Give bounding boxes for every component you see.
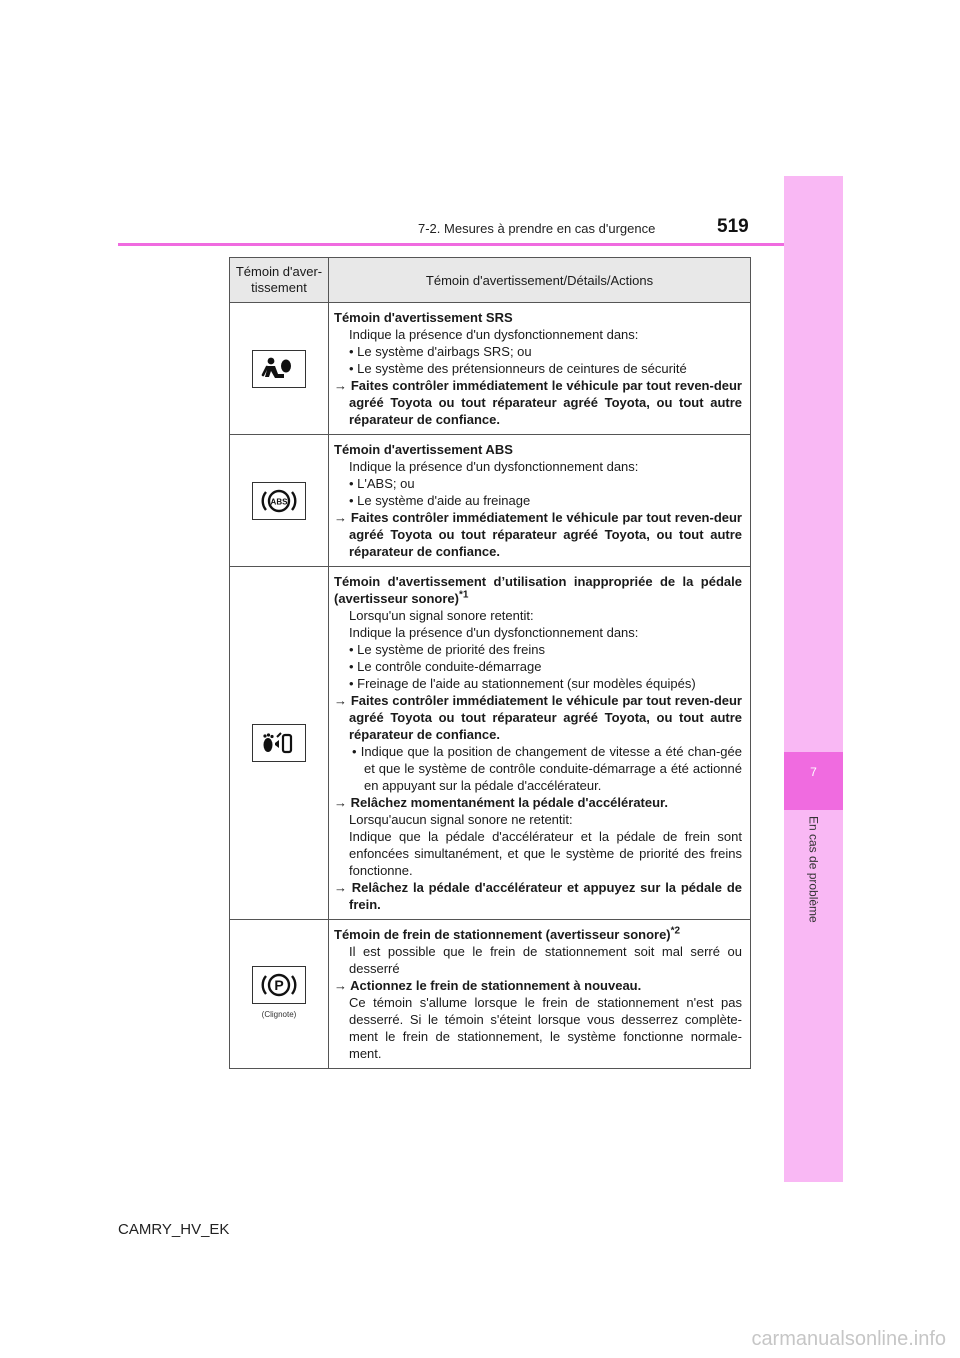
details-cell [329,567,751,920]
action-text: → Faites contrôler immédiatement le véhicule par tout reven-deur agréé Toyota ou tout réparateur agréé Toyota, ou tout autre réparateur de confiance. [334,378,742,427]
row-text: Indique que la pédale d'accélérateur et la pédale de frein sont enfoncées simultanément, et que le système de priorité des freins fonctionne. [349,829,742,878]
row-text: Il est possible que le frein de stationnement soit mal serré ou desserré [349,944,742,976]
row-text: Lorsqu'aucun signal sonore ne retentit: [349,812,573,827]
model-code: CAMRY_HV_EK [118,1221,230,1238]
row-title: Témoin d'avertissement SRS [334,310,513,325]
bullet-item: • Le système d'airbags SRS; ou [349,344,532,359]
action-text: → Relâchez la pédale d'accélérateur et appuyez sur la pédale de frein. [334,880,742,912]
pedal-misuse-icon [252,724,306,762]
row-text: Indique la présence d'un dysfonctionnement dans: [349,625,639,640]
action-text: → Relâchez momentanément la pédale d'accélérateur. [334,795,669,810]
airbag-srs-icon [252,350,306,388]
watermark: carmanualsonline.info [751,1328,946,1350]
page-number: 519 [717,216,749,237]
chapter-number: 7 [810,765,817,779]
bullet-item: • Le contrôle conduite-démarrage [349,659,542,674]
chapter-side-tab [784,176,843,1182]
table-row [230,303,751,435]
bullet-item: • Le système des prétensionneurs de ceintures de sécurité [349,361,687,376]
table-row [230,567,751,920]
footnote-marker: *2 [670,925,681,937]
row-text: Indique la présence d'un dysfonctionnement dans: [349,327,639,342]
icon-cell [230,567,329,920]
bullet-item: • L'ABS; ou [349,476,415,491]
table-header-row [230,258,751,303]
svg-text:ABS: ABS [270,497,288,506]
section-title: 7-2. Mesures à prendre en cas d'urgence [418,221,656,236]
row-title: Témoin de frein de stationnement (avertisseur sonore)$^{*2}$ [334,925,681,942]
details-cell [329,920,751,1069]
action-text: → Actionnez le frein de stationnement à nouveau. [334,978,642,993]
chapter-title: En cas de problème [806,816,821,923]
details-cell [329,303,751,435]
abs-icon [252,482,306,520]
action-text: → Faites contrôler immédiatement le véhicule par tout reven-deur agréé Toyota ou tout réparateur agréé Toyota, ou tout autre réparateur de confiance. [334,510,742,559]
icon-cell [230,920,329,1069]
header-rule [118,243,784,246]
row-title: Témoin d'avertissement d’utilisation inappropriée de la pédale (avertisseur sonore)$^{*1}$ [334,574,742,606]
action-text: → Faites contrôler immédiatement le véhicule par tout reven-deur agréé Toyota ou tout réparateur agréé Toyota, ou tout autre réparateur de confiance. [334,693,742,742]
bullet-item: • Freinage de l'aide au stationnement (sur modèles équipés) [349,676,696,691]
parking-brake-icon [252,966,306,1004]
footnote-marker: *1 [459,589,469,601]
bullet-item: • Le système de priorité des freins [349,642,546,657]
icon-cell [230,435,329,567]
table-row [230,920,751,1069]
svg-text:P: P [274,976,284,993]
row-text: Ce témoin s'allume lorsque le frein de stationnement n'est pas desserré. Si le témoin s'éteint lorsque vous desserrez complète-ment le frein de stationnement, le système fonctionne normale-ment. [349,995,742,1061]
row-text: Lorsqu'un signal sonore retentit: [349,608,534,623]
bullet-item: • Indique que la position de changement de vitesse a été chan-gée et que le système de contrôle conduite-démarrage a été actionné en appuyant sur la pédale d'accélérateur. [352,744,742,793]
details-cell [329,435,751,567]
icon-cell [230,303,329,435]
chapter-active-marker [784,752,843,810]
blink-note: (Clignote) [261,1009,297,1019]
column-header-light: Témoin d'aver-tissement [230,258,329,303]
row-text: Indique la présence d'un dysfonctionnement dans: [349,459,639,474]
table-row [230,435,751,567]
bullet-item: • Le système d'aide au freinage [349,493,531,508]
warning-lights-table [229,257,751,1069]
row-title: Témoin d'avertissement ABS [334,442,513,457]
column-header-details: Témoin d'avertissement/Détails/Actions [329,258,751,303]
